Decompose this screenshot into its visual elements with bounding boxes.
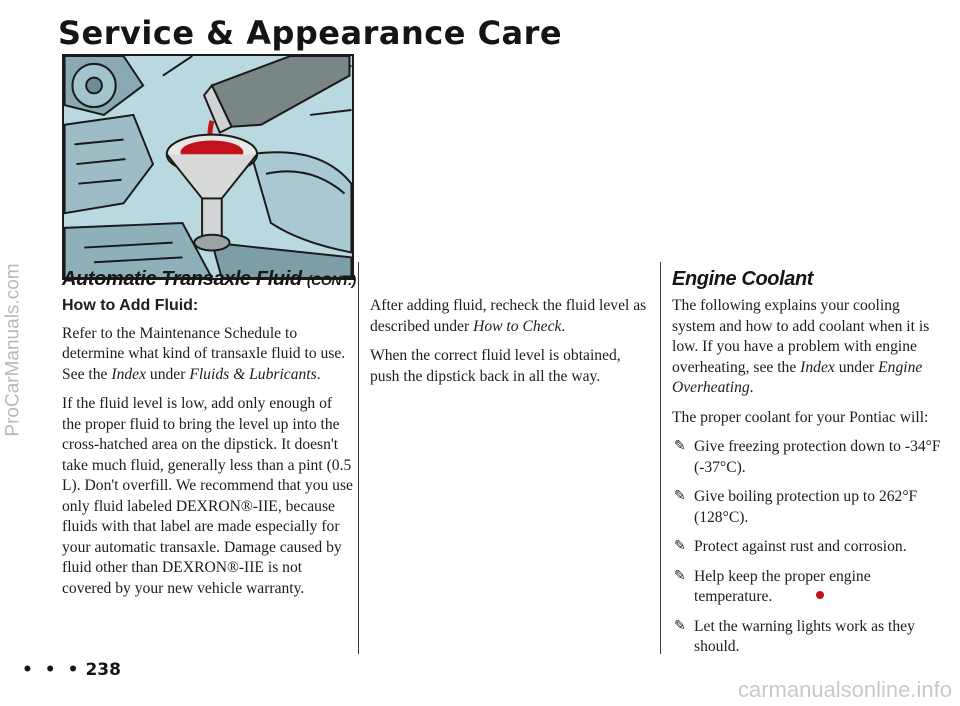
paragraph-maintenance-schedule: Refer to the Maintenance Schedule to determine what kind of transaxle fluid to use. See the Index under Fluids & Lubricants. (62, 324, 346, 383)
paragraph-cooling-system: The following explains your cooling system and how to add coolant when it is low. If you have a problem with engine overheating, see the Index under Engine Overheating. (672, 297, 930, 396)
page-dots: • • • (22, 660, 82, 680)
list-item: ✎ Give boiling protection up to 262°F (128°C). (674, 488, 918, 526)
pencil-bullet-icon: ✎ (674, 568, 686, 584)
page-number (22, 660, 121, 680)
paragraph-fluid-level-low: If the fluid level is low, add only enough of the proper fluid to bring the level up into the cross-hatched area on the dipstick. It doesn't take much fluid, generally less than a pint (0.5 L). Don't overfill. We recommend that you use only fluid labeled DEXRON®-IIE, because fluids with that label are made especially for your automatic transaxle. Damage caused by fluid other than DEXRON®-IIE is not covered by your new vehicle warranty. (62, 395, 353, 597)
section-title-suffix: (CONT.) (306, 272, 356, 288)
section-title-transaxle (62, 268, 356, 291)
side-watermark (2, 40, 26, 660)
right-column (672, 296, 946, 667)
paragraph-proper-coolant: The proper coolant for your Pontiac will: (672, 408, 929, 426)
list-item: ✎ Help keep the proper engine temperature. (674, 567, 871, 605)
pencil-bullet-icon: ✎ (674, 618, 686, 634)
page-number-text: 238 (85, 660, 121, 680)
bottom-watermark: carmanualsonline.info (737, 677, 952, 702)
page-title: Service & Appearance Care (58, 14, 563, 52)
stop-dot-icon (816, 591, 824, 599)
side-watermark-text: ProCarManuals.com (3, 263, 25, 437)
pencil-bullet-icon: ✎ (674, 439, 686, 454)
paragraph-push-dipstick: When the correct fluid level is obtained, push the dipstick back in all the way. (370, 347, 621, 385)
coolant-benefits-list (672, 437, 946, 658)
list-item: ✎ Give freezing protection down to -34°F (-37°C). (674, 438, 941, 476)
engine-illustration (62, 54, 354, 280)
pencil-bullet-icon: ✎ (674, 539, 686, 554)
section-title-engine-coolant: Engine Coolant (672, 268, 814, 290)
pencil-bullet-icon: ✎ (674, 489, 686, 504)
middle-column (370, 296, 652, 396)
how-to-add-fluid-subhead: How to Add Fluid: (62, 297, 199, 314)
left-column (62, 296, 354, 608)
column-divider-right (660, 262, 661, 654)
paragraph-recheck-fluid: After adding fluid, recheck the fluid level as described under How to Check. (370, 297, 647, 335)
section-title-text: Automatic Transaxle Fluid (62, 268, 302, 290)
list-item: ✎ Let the warning lights work as they should. (674, 617, 915, 655)
fluid-funnel-illustration (64, 56, 352, 278)
column-divider-left (358, 262, 359, 654)
list-item: ✎ Protect against rust and corrosion. (672, 537, 946, 558)
